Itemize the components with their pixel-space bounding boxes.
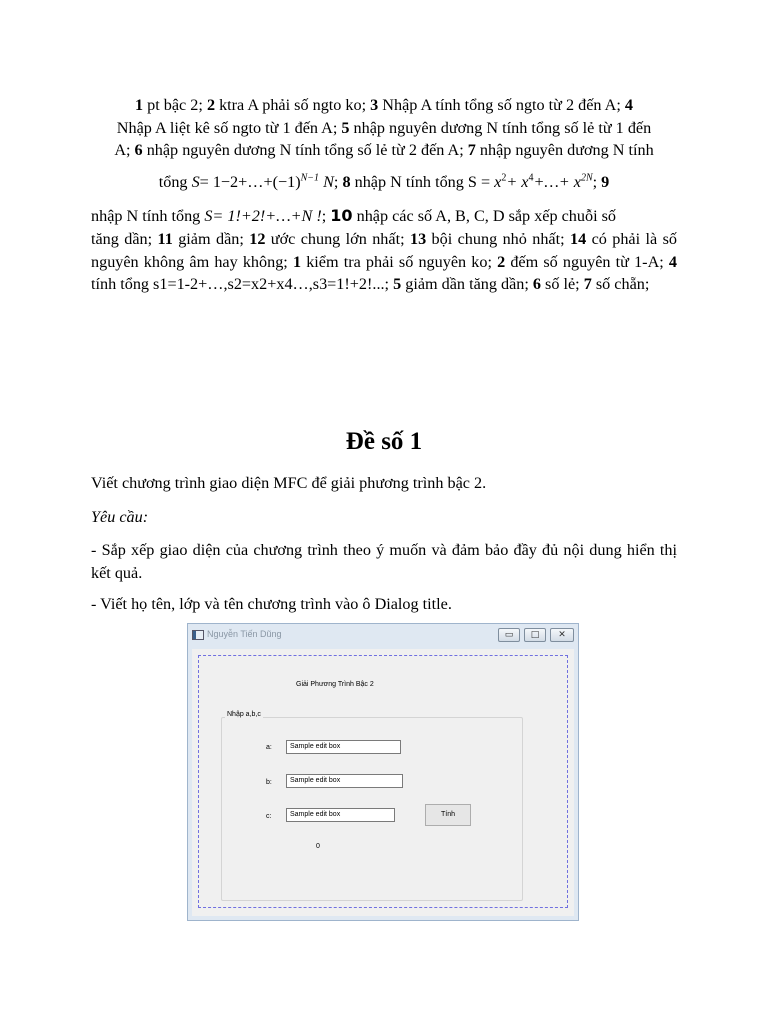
close-icon[interactable]: ✕ — [550, 628, 574, 642]
formula: (−1) — [272, 173, 301, 191]
intro-rest — [91, 228, 677, 296]
txt: A; — [114, 141, 135, 159]
txt: bội chung nhỏ nhất; — [426, 230, 570, 248]
txt: Nhập A liệt kê số ngto từ 1 đến A; — [116, 118, 342, 137]
intro-line-4 — [91, 171, 677, 194]
requirements-label: Yêu cầu: — [91, 508, 149, 526]
txt: ; — [321, 207, 331, 225]
requirement-2: - Viết họ tên, lớp và tên chương trình vào ô Dialog title. — [91, 595, 452, 613]
edit-b[interactable]: Sample edit box — [286, 774, 403, 788]
result-value: 0 — [316, 843, 320, 850]
formula: S= 1!+2!+…+N ! — [204, 207, 322, 225]
txt: đếm số nguyên từ 1-A; — [505, 252, 669, 271]
group-label: Nhập a,b,c — [227, 711, 261, 718]
formula: = 1−2+…+ — [199, 173, 273, 191]
intro-line-5 — [91, 205, 677, 228]
formula: x — [494, 173, 502, 191]
formula: +…+ x — [533, 173, 581, 191]
formula-exp: N−1 — [300, 172, 320, 184]
txt: có phải là số nguyên không âm hay không; — [91, 230, 677, 271]
formula-s: S — [191, 173, 200, 191]
formula-exp: 2N — [580, 172, 593, 184]
txt: Nhập A tính tổng số ngto từ 2 đến A; — [378, 96, 625, 114]
txt: tổng — [158, 173, 192, 191]
num: 3 — [370, 96, 379, 114]
label-a: a: — [266, 744, 272, 751]
txt: giảm dần tăng dần; — [401, 275, 533, 293]
compute-button[interactable]: Tính — [425, 804, 471, 826]
formula-exp: 2 — [501, 172, 507, 184]
txt: nhập N tính tổng — [91, 207, 205, 225]
num: 6 — [134, 141, 143, 159]
txt: ước chung lớn nhất; — [265, 230, 410, 248]
num: 4 — [668, 252, 677, 271]
txt: nhập nguyên dương N tính tổng số lẻ từ 2 đến A; — [142, 141, 468, 159]
edit-c[interactable]: Sample edit box — [286, 808, 395, 822]
section-heading: Đề số 1 — [345, 428, 423, 455]
num: 12 — [249, 230, 266, 248]
txt: kiểm tra phải số nguyên ko; — [301, 252, 498, 271]
txt: ktra A phải số ngto ko; — [215, 96, 371, 114]
txt: nhập các số A, B, C, D sắp xếp chuỗi số — [352, 207, 617, 225]
formula: + x — [506, 173, 529, 191]
txt: ; — [333, 173, 343, 191]
dialog-titlebar — [188, 624, 578, 646]
edit-a[interactable]: Sample edit box — [286, 740, 401, 754]
num: 13 — [409, 230, 427, 248]
intro-line-3 — [91, 139, 677, 162]
intro-line-2 — [91, 117, 677, 140]
num: 1 — [135, 96, 144, 114]
txt: tính tổng s1=1-2+…,s2=x2+x4…,s3=1!+2!...; — [91, 275, 394, 293]
num: 5 — [341, 118, 350, 137]
txt: nhập nguyên dương N tính tổng số lẻ từ 1 đến — [349, 118, 652, 137]
num: 10 — [330, 206, 353, 225]
num: 6 — [532, 275, 541, 293]
num: 1 — [292, 252, 302, 271]
label-b: b: — [266, 779, 272, 786]
txt: tăng dần; — [91, 230, 158, 248]
minimize-icon[interactable]: ▭ — [498, 628, 520, 642]
app-window-icon — [192, 630, 204, 640]
requirement-1: - Sắp xếp giao diện của chương trình theo ý muốn và đảm bảo đầy đủ nội dung hiển thị kết quả. — [91, 541, 677, 582]
dialog-client-area — [192, 649, 574, 916]
dialog-heading: Giải Phương Trình Bậc 2 — [296, 681, 374, 688]
formula-exp: 4 — [528, 172, 534, 184]
num: 9 — [601, 173, 610, 191]
txt: pt bậc 2; — [143, 96, 207, 114]
num: 7 — [467, 141, 476, 159]
num: 2 — [206, 96, 216, 114]
num: 2 — [497, 252, 506, 271]
txt: giảm dần; — [172, 230, 250, 248]
section-intro: Viết chương trình giao diện MFC để giải phương trình bậc 2. — [91, 474, 487, 492]
mfc-dialog-screenshot — [187, 623, 579, 921]
txt: số lẻ; — [541, 275, 584, 293]
txt: ; — [592, 173, 602, 191]
num: 7 — [583, 275, 592, 293]
num: 8 — [342, 173, 351, 191]
txt: số chẵn; — [591, 275, 650, 293]
num: 5 — [393, 275, 402, 293]
dialog-title: Nguyễn Tiến Dũng — [207, 629, 282, 639]
txt: nhập N tính tổng S = — [350, 173, 495, 191]
formula: N — [319, 173, 334, 191]
num: 4 — [624, 96, 633, 114]
num: 11 — [157, 230, 173, 248]
intro-line-1 — [91, 94, 677, 117]
label-c: c: — [266, 813, 272, 820]
txt: nhập nguyên dương N tính — [475, 141, 654, 159]
maximize-icon[interactable]: □ — [524, 628, 546, 642]
num: 14 — [570, 230, 587, 248]
